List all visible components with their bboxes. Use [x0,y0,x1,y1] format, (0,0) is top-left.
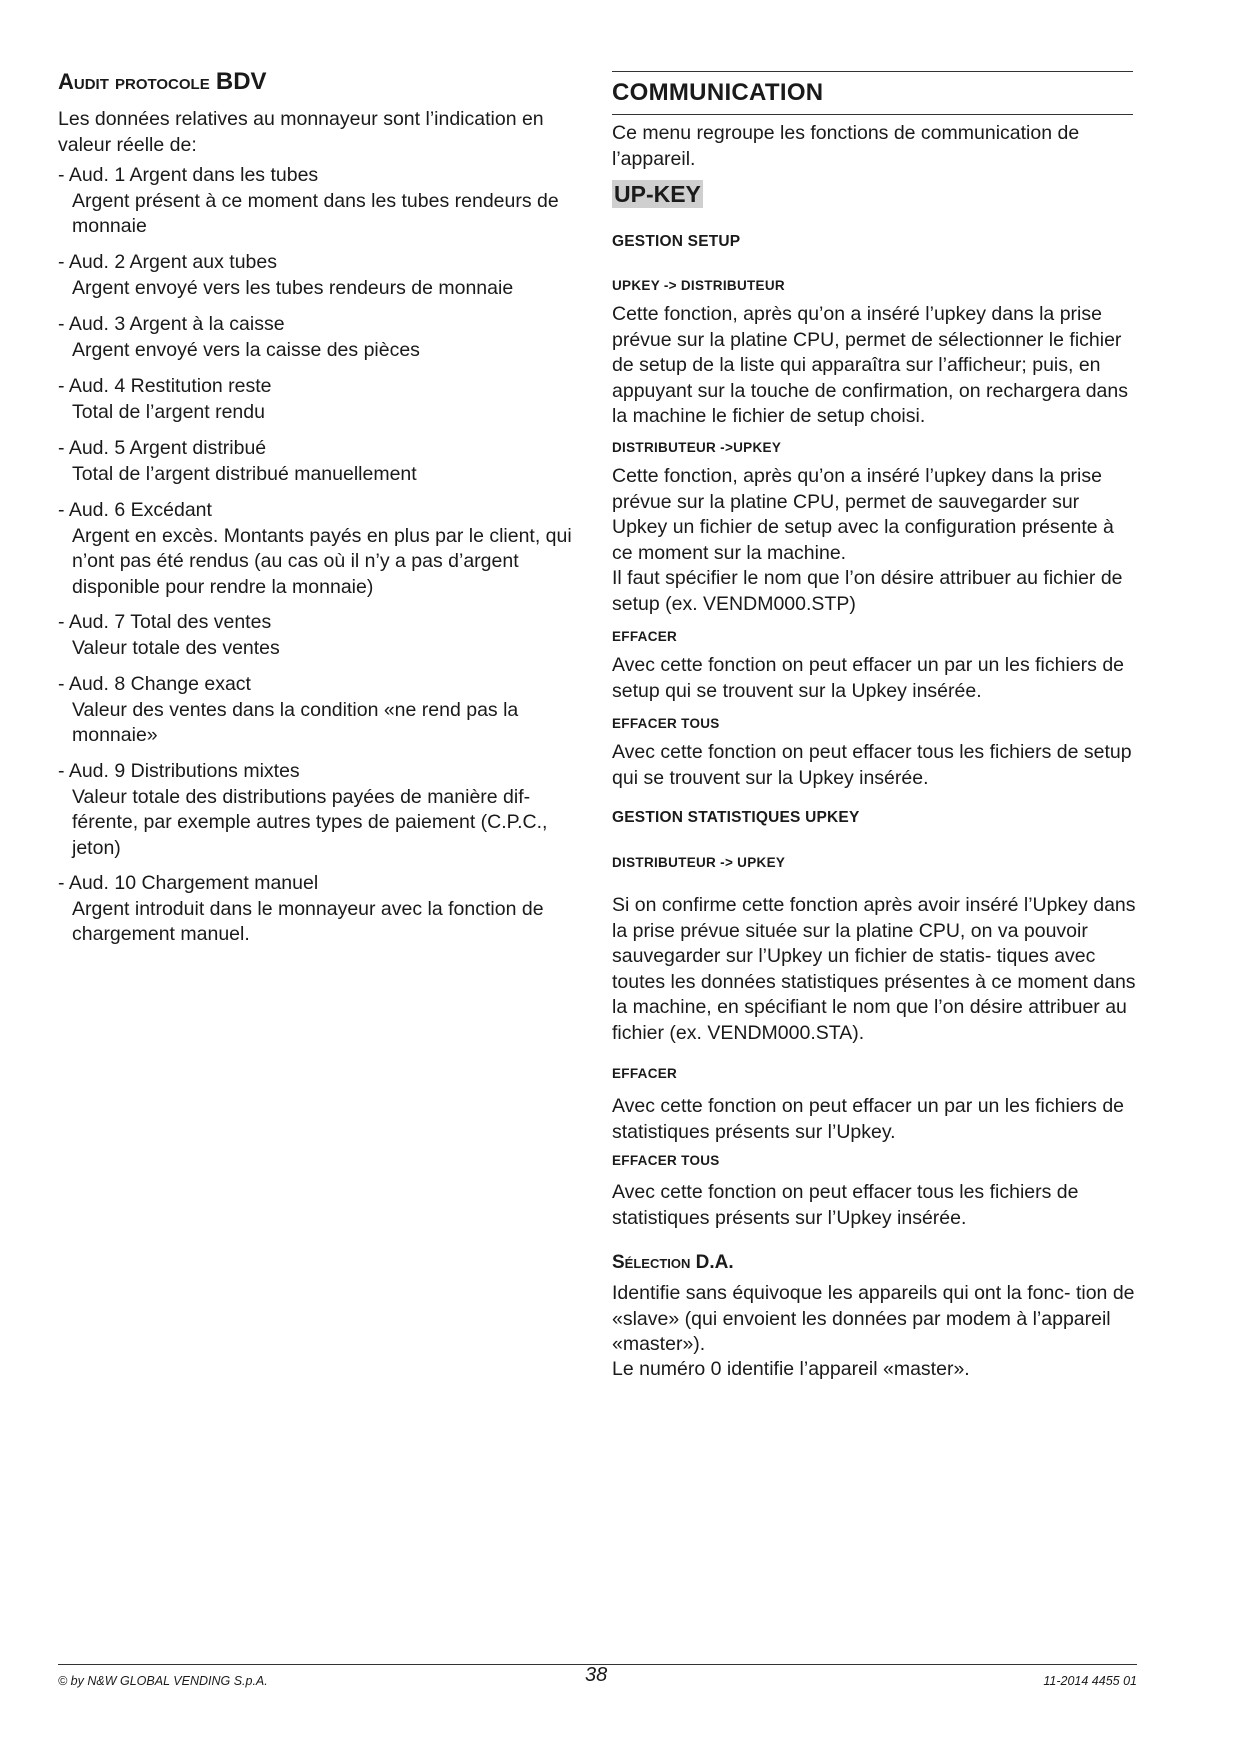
upkey-to-dist-text: Cette fonction, après qu’on a inséré l’upkey dans la prise prévue sur la platine CPU, permet de sélectionner le fichier de setup de la liste qui apparaîtra sur l’afficheur; puis, en appuyant sur la touche de confirmation, on rechargera dans la machine le fichier de setup choisi. [612,303,1128,427]
list-item: - Aud. 1 Argent dans les tubes Argent présent à ce moment dans les tubes rendeurs de monnaie [58,164,559,237]
effacer-stats-text: Avec cette fonction on peut effacer un par un les fichiers de statistiques présents sur l’Upkey. [612,1095,1125,1143]
page-number: 38 [585,1664,608,1686]
dist-to-upkey-text: Cette fonction, après qu’on a inséré l’upkey dans la prise prévue sur la platine CPU, permet de sauvegarder sur Upkey un fichier de setup avec la configuration présente à ce moment sur la machine. [612,465,1114,564]
upkey-title: UP-KEY [614,181,701,207]
effacer-text: Avec cette fonction on peut effacer un par un les fichiers de setup qui se trouvent sur la Upkey insérée. [612,654,1125,702]
list-item: - Aud. 9 Distributions mixtes Valeur totale des distributions payées de manière dif- férente, par exemple autres types de paiement (C.P.C., jeton) [58,760,548,859]
effacer-tous-text: Avec cette fonction on peut effacer tous les fichiers de setup qui se trouvent sur la Upkey insérée. [612,741,1132,789]
dist-to-upkey-text-2: Il faut spécifier le nom que l’on désire attribuer au fichier de setup (ex. VENDM000.STP) [612,567,1123,615]
list-item: - Aud. 3 Argent à la caisse Argent envoyé vers la caisse des pièces [58,313,420,361]
gestion-setup-heading: GESTION SETUP [612,233,741,250]
communication-heading: COMMUNICATION [612,79,824,106]
audit-intro: Les données relatives au monnayeur sont l’indication en valeur réelle de: [58,108,544,156]
list-item: - Aud. 10 Chargement manuel Argent introduit dans le monnayeur avec la fonction de chargement manuel. [58,872,544,945]
list-item: - Aud. 2 Argent aux tubes Argent envoyé vers les tubes rendeurs de monnaie [58,251,514,299]
effacer-heading: EFFACER [612,629,678,644]
list-item: - Aud. 8 Change exact Valeur des ventes dans la condition «ne rend pas la monnaie» [58,673,519,746]
selection-text-2: Le numéro 0 identifie l’appareil «master». [612,1358,970,1380]
section-top-rule [612,71,1133,72]
selection-heading: Sélection D.A. [612,1252,734,1273]
effacer-tous-heading: EFFACER TOUS [612,716,720,731]
selection-text: Identifie sans équivoque les appareils qui ont la fonc- tion de «slave» (qui envoient les données par modem à l’appareil «master»). [612,1282,1135,1355]
dist-to-upkey-stats-text: Si on confirme cette fonction après avoir inséré l’Upkey dans la prise prévue située sur la platine CPU, on va pouvoir sauvegarder sur l’Upkey un fichier de statis- tiques avec toutes les données statistiques présentes à ce moment dans la machine, en spécifiant le nom que l’on désire attribuer au fichier (ex. VENDM000.STA). [612,894,1136,1044]
audit-heading: Audit protocole BDV [58,68,267,95]
communication-intro: Ce menu regroupe les fonctions de communication de l’appareil. [612,122,1080,170]
dist-to-upkey-stats-heading: DISTRIBUTEUR -> UPKEY [612,855,786,870]
list-item: - Aud. 7 Total des ventes Valeur totale des ventes [58,611,280,659]
footer-doc-code: 11-2014 4455 01 [1043,1674,1137,1688]
gestion-stats-heading: GESTION STATISTIQUES UPKEY [612,809,860,826]
effacer-tous-stats-text: Avec cette fonction on peut effacer tous les fichiers de statistiques présents sur l’Upkey insérée. [612,1181,1079,1229]
upkey-to-dist-heading: UPKEY -> DISTRIBUTEUR [612,278,785,293]
list-item: - Aud. 5 Argent distribué Total de l’argent distribué manuellement [58,437,417,485]
effacer-tous-stats-heading: EFFACER TOUS [612,1153,720,1168]
section-bottom-rule [612,114,1133,115]
list-item: - Aud. 4 Restitution reste Total de l’argent rendu [58,375,272,423]
dist-to-upkey-heading: DISTRIBUTEUR ->UPKEY [612,440,782,455]
list-item: - Aud. 6 Excédant Argent en excès. Montants payés en plus par le client, qui n’ont pas été rendus (au cas où il n’y a pas d’argent disponible pour rendre la monnaie) [58,499,572,598]
effacer-stats-heading: EFFACER [612,1066,678,1081]
footer-copyright: © by N&W GLOBAL VENDING S.p.A. [58,1674,268,1688]
